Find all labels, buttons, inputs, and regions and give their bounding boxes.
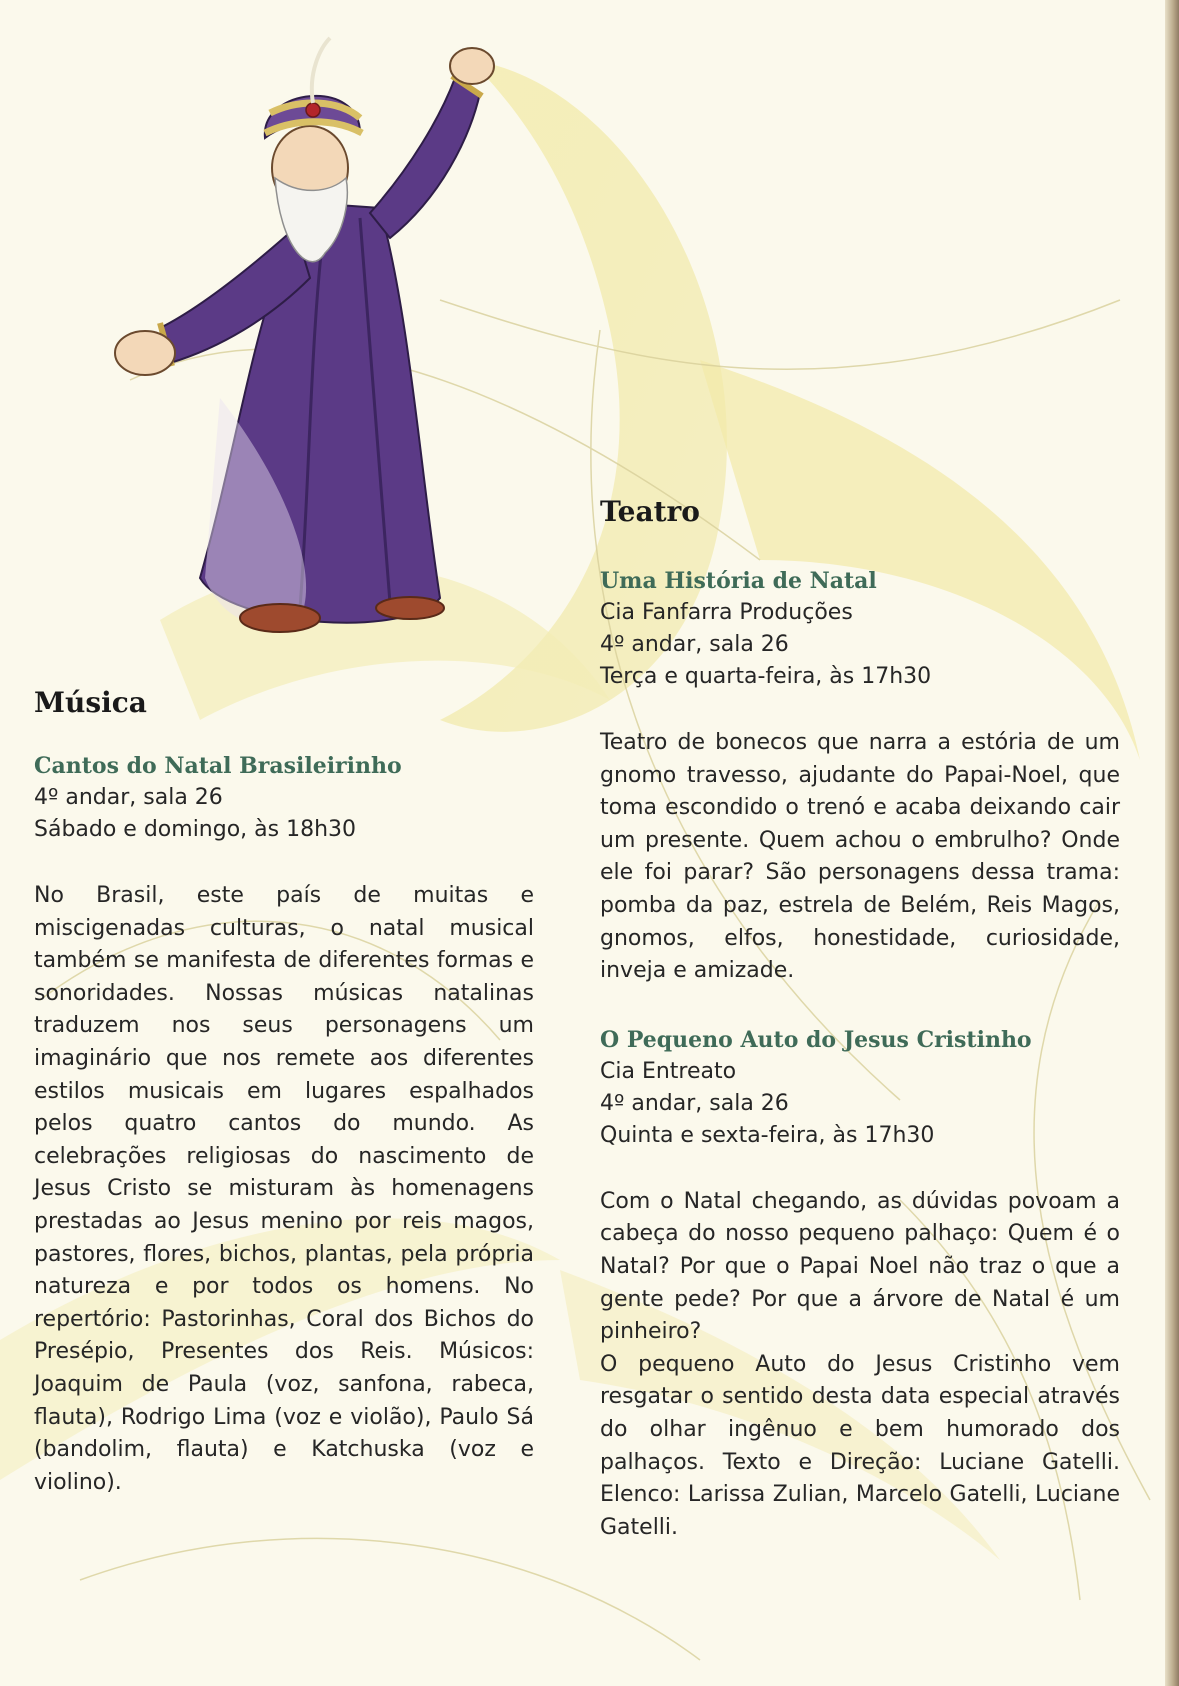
teatro-event-description: Teatro de bonecos que narra a estória de um gnomo travesso, ajudante do Papai-Noel, que toma escondido o trenó e acaba deixando cair um presente. Quem achou o embrulho? Onde ele foi parar? São personagens dessa trama: pomba da paz, estrela de Belém, Reis Magos, gnomos, elfos, honestidade, curiosidade, inveja e amizade. xyxy=(600,730,1120,984)
musica-event-title: Cantos do Natal Brasileirinho xyxy=(34,753,402,779)
teatro-event-description: Com o Natal chegando, as dúvidas povoam a cabeça do nosso pequeno palhaço: Quem é o Natal? Por que o Papai Noel não traz o que a gente pede? Por que a árvore de Natal é um pinheiro? xyxy=(600,1188,1120,1345)
teatro-event-schedule: Quinta e sexta-feira, às 17h30 xyxy=(600,1122,935,1148)
teatro-event-description-continued: O pequeno Auto do Jesus Cristinho vem resgatar o sentido desta data especial através do olhar ingênuo e bem humorado dos palhaços. Texto e Direção: Luciane Gatelli. Elenco: Larissa Zulian, Marcelo Gatelli, Luciane Gatelli. xyxy=(600,1351,1120,1540)
teatro-event-title: O Pequeno Auto do Jesus Cristinho xyxy=(600,1026,1032,1053)
musica-column xyxy=(34,750,534,1499)
teatro-event-1 xyxy=(600,565,1120,988)
musica-event-schedule: Sábado e domingo, às 18h30 xyxy=(34,817,357,842)
musica-event-location: 4º andar, sala 26 xyxy=(34,785,223,810)
wise-man-illustration xyxy=(110,18,550,678)
teatro-event-location: 4º andar, sala 26 xyxy=(600,1090,789,1116)
teatro-column xyxy=(600,565,1120,1544)
page-edge-shadow xyxy=(1165,0,1179,1686)
teatro-heading: Teatro xyxy=(600,495,700,528)
musica-event-description: No Brasil, este país de muitas e miscigenadas culturas, o natal musical também se manifesta de diferentes formas e sonoridades. Nossas músicas natalinas traduzem nos seus personagens um imaginário que nos remete aos diferentes estilos musicais em lugares espalhados pelos quatro cantos do mundo. As celebrações religiosas do nascimento de Jesus Cristo se misturam às homenagens prestadas ao Jesus menino por reis magos, pastores, flores, bichos, plantas, pela própria natureza e por todos os homens. No repertório: Pastorinhas, Coral dos Bichos do Presépio, Presentes dos Reis. Músicos: Joaquim de Paula (voz, sanfona, rabeca, flauta), Rodrigo Lima (voz e violão), Paulo Sá (bandolim, flauta) e Katchuska (voz e violino). xyxy=(34,883,534,1495)
teatro-event-title: Uma História de Natal xyxy=(600,568,877,594)
teatro-event-company: Cia Entreato xyxy=(600,1058,737,1084)
teatro-event-company: Cia Fanfarra Produções xyxy=(600,600,853,625)
teatro-event-location: 4º andar, sala 26 xyxy=(600,632,789,657)
teatro-event-2 xyxy=(600,1024,1120,1545)
musica-heading: Música xyxy=(34,686,147,719)
teatro-event-schedule: Terça e quarta-feira, às 17h30 xyxy=(600,664,932,689)
